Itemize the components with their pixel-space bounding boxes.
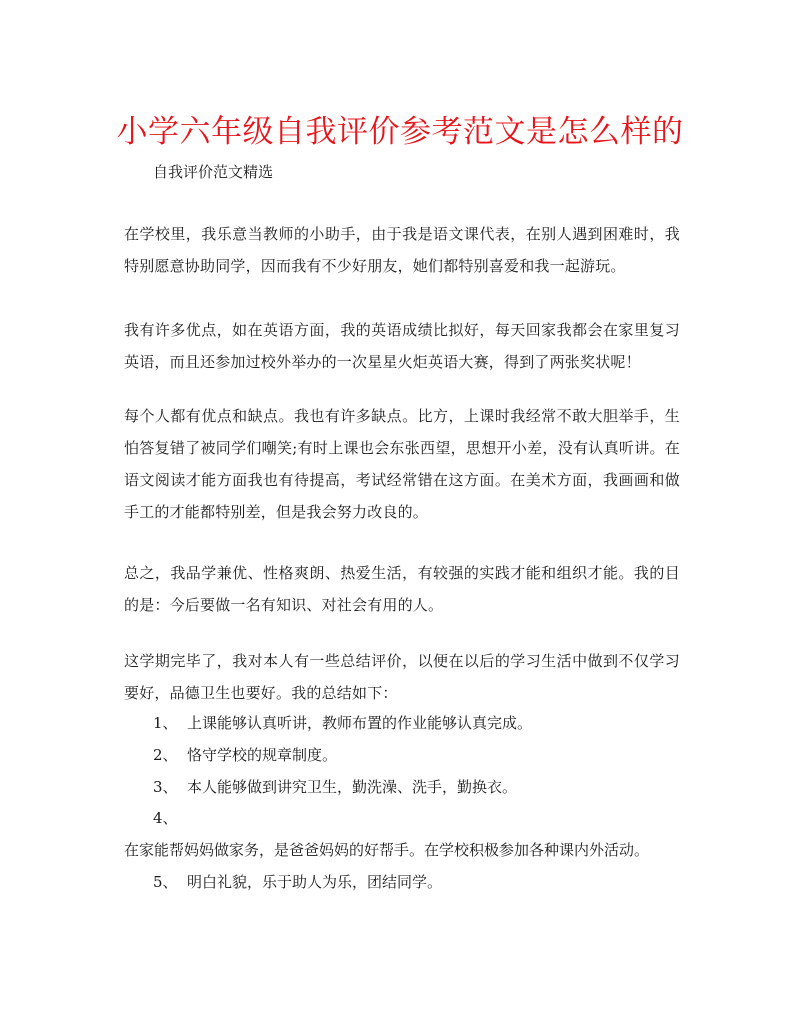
list-item-number: 4、 [153, 809, 178, 827]
list-item-4-continuation: 在家能帮妈妈做家务，是爸爸妈妈的好帮手。在学校积极参加各种课内外活动。 [124, 841, 650, 859]
list-item-number: 3、 [153, 778, 178, 796]
list-item-text [183, 809, 187, 827]
paragraph-5: 这学期完毕了，我对本人有一些总结评价，以便在以后的学习生活中做到不仅学习要好，品德卫生也要好。我的总结如下： [124, 652, 680, 702]
list-item-text: 明白礼貌，乐于助人为乐，团结同学。 [187, 873, 443, 891]
paragraph-3: 每个人都有优点和缺点。我也有许多缺点。比方，上课时我经常不敢大胆举手，生怕答复错了被同学们嘲笑;有时上课也会东张西望，思想开小差，没有认真听讲。在语文阅读才能方面我也有待提高，考试经常错在这方面。在美术方面，我画画和做手工的才能都特别差，但是我会努力改良的。 [124, 407, 680, 521]
list-item-number: 1、 [153, 714, 178, 732]
paragraph-4: 总之，我品学兼优、性格爽朗、热爱生活，有较强的实践才能和组织才能。我的目的是：今后要做一名有知识、对社会有用的人。 [124, 564, 680, 614]
list-item-4 [153, 806, 187, 830]
document-subtitle: 自我评价范文精选 [153, 163, 274, 181]
list-item-number: 2、 [153, 746, 178, 764]
list-item-text: 本人能够做到讲究卫生，勤洗澡、洗手，勤换衣。 [187, 778, 518, 796]
list-item-number: 5、 [153, 873, 178, 891]
paragraph-1: 在学校里，我乐意当教师的小助手，由于我是语文课代表，在别人遇到困难时，我特别愿意协助同学，因而我有不少好朋友，她们都特别喜爱和我一起游玩。 [124, 225, 680, 275]
list-item-text: 上课能够认真听讲，教师布置的作业能够认真完成。 [187, 714, 533, 732]
list-item-2 [153, 743, 337, 767]
paragraph-2: 我有许多优点，如在英语方面，我的英语成绩比拟好，每天回家我都会在家里复习英语，而且还参加过校外举办的一次星星火炬英语大赛，得到了两张奖状呢！ [124, 321, 680, 371]
list-item-1 [153, 711, 532, 735]
list-item-3 [153, 775, 517, 799]
document-title: 小学六年级自我评价参考范文是怎么样的 [116, 114, 684, 150]
list-item-text: 恪守学校的规章制度。 [187, 746, 338, 764]
list-item-5 [153, 870, 442, 894]
